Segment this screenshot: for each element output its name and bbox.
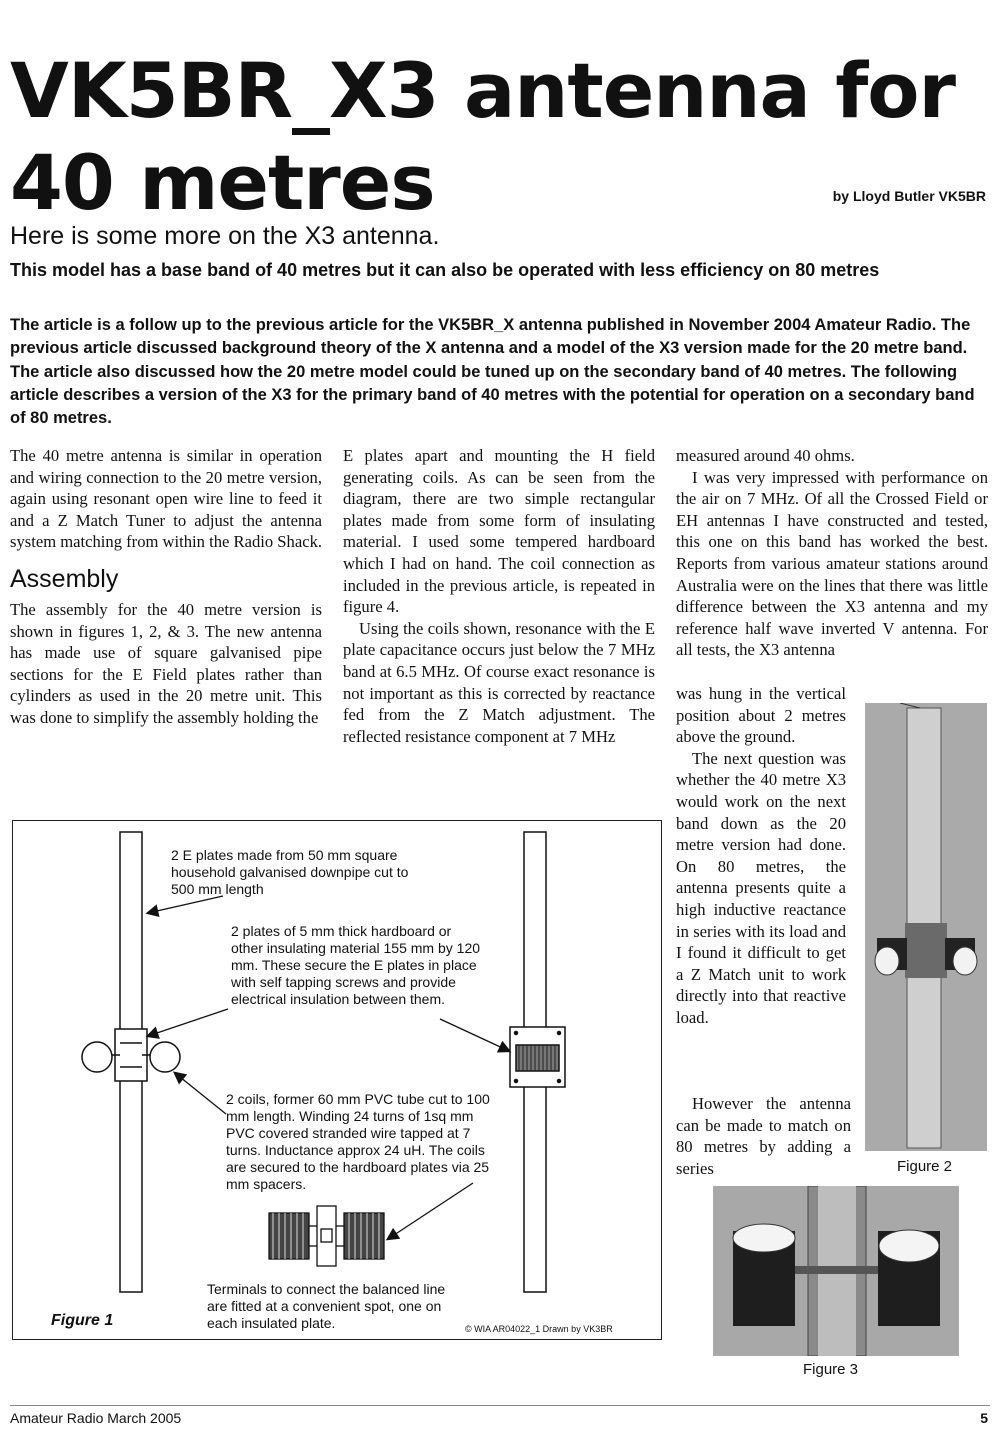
side-view-antenna (82, 832, 180, 1292)
col3-paragraph-3a: was hung in the vertical position about 2 metres above the ground. (676, 684, 846, 747)
antenna-diagram (13, 821, 660, 1338)
column-3-middle (676, 683, 846, 1029)
label-hardboard-plates: 2 plates of 5 mm thick hardboard or other insulating material 155 mm by 120 mm. These secure the E plates in place with self tapping screws and provide electrical insulation between them. (231, 923, 481, 1007)
label-e-plates: 2 E plates made from 50 mm square household galvanised downpipe cut to 500 mm length (171, 847, 409, 897)
footer-page-number: 5 (980, 1410, 988, 1426)
deck: This model has a base band of 40 metres but it can also be operated with less efficiency on 80 metres (10, 260, 880, 280)
title-line-2: 40 metres (10, 138, 435, 227)
figure-3-caption: Figure 3 (803, 1361, 859, 1378)
column-3-top (676, 445, 988, 661)
figure-2-photo (865, 703, 987, 1151)
footer-publication: Amateur Radio March 2005 (10, 1410, 182, 1426)
section-heading-assembly: Assembly (10, 564, 119, 593)
intro-paragraph: The article is a follow up to the previous article for the VK5BR_X antenna published in November 2004 Amateur Radio. The previous article discussed background theory of the X antenna and a model of the X3 version made for the 20 metre band. The article also discussed how the 20 metre model could be tuned up on the secondary band of 40 metres. The following article describes a version of the X3 for the primary band of 40 metres with the potential for operation on a secondary band of 80 metres. (10, 316, 975, 428)
label-coils: 2 coils, former 60 mm PVC tube cut to 100 mm length. Winding 24 turns of 1sq mm PVC covered stranded wire tapped at 7 turns. Inductance approx 24 uH. The coils are secured to the hardboard plates via 25 mm spacers. (226, 1091, 490, 1192)
col3-paragraph-2: I was very impressed with performance on the air on 7 MHz. Of all the Crossed Field or EH antennas I have constructed and tested, this one on this band has worked the best. Reports from various amateur stations around Australia were on the lines that there was little difference between the X3 antenna and my reference half wave inverted V antenna. For all tests, the X3 antenna (676, 467, 988, 660)
label-terminals: Terminals to connect the balanced line are fitted at a convenient spot, one on each insulated plate. (207, 1281, 446, 1331)
footer-divider (10, 1405, 990, 1406)
column-2 (343, 445, 655, 747)
figure-1-caption: Figure 1 (51, 1312, 114, 1329)
figure-1 (12, 820, 662, 1340)
col3-paragraph-4: However the antenna can be made to match on 80 metres by adding a series (676, 1094, 851, 1178)
byline: by Lloyd Butler VK5BR (832, 188, 986, 204)
figure-2-caption: Figure 2 (897, 1158, 953, 1175)
col3-paragraph-1: measured around 40 ohms. (676, 446, 855, 465)
title-line-1: VK5BR_X3 antenna for (10, 46, 955, 135)
col3-paragraph-3b: The next question was whether the 40 metre X3 would work on the next band down as the 20 metre version had done. On 80 metres, the antenna presents quite a high inductive reactance in series with its load and I found it difficult to get a Z Match unit to work directly into that reactive load. (676, 748, 846, 1027)
coil-assembly-detail (269, 1206, 384, 1266)
col1-paragraph-1: The 40 metre antenna is similar in operation and wiring connection to the 20 metre version, again using resonant open wire line to feed it and a Z Match Tuner to adjust the antenna system matching from within the Radio Shack. (10, 446, 323, 552)
column-3-bottom (676, 1093, 851, 1179)
subtitle: Here is some more on the X3 antenna. (10, 222, 440, 250)
column-1 (10, 445, 322, 729)
front-view-antenna (510, 832, 565, 1292)
col2-paragraph-2: Using the coils shown, resonance with the E plate capacitance occurs just below the 7 MHz band at 6.5 MHz. Of course exact resonance is not important as this is corrected by reactance fed from the Z Match adjustment. The reflected resistance component at 7 MHz (343, 618, 655, 746)
col1-paragraph-2: The assembly for the 40 metre version is shown in figures 1, 2, & 3. The new antenna has made use of square galvanised pipe sections for the E Field plates rather than cylinders as used in the 20 metre unit. This was done to simplify the assembly holding the (10, 599, 322, 727)
figure-1-credit: © WIA AR04022_1 Drawn by VK3BR (465, 1324, 613, 1334)
figure-3-photo (713, 1186, 959, 1356)
col2-paragraph-1: E plates apart and mounting the H field generating coils. As can be seen from the diagram, there are two simple rectangular plates made from some form of insulating material. I used some tempered hardboard which I had on hand. The coil connection as included in the previous article, is repeated in figure 4. (343, 446, 655, 617)
